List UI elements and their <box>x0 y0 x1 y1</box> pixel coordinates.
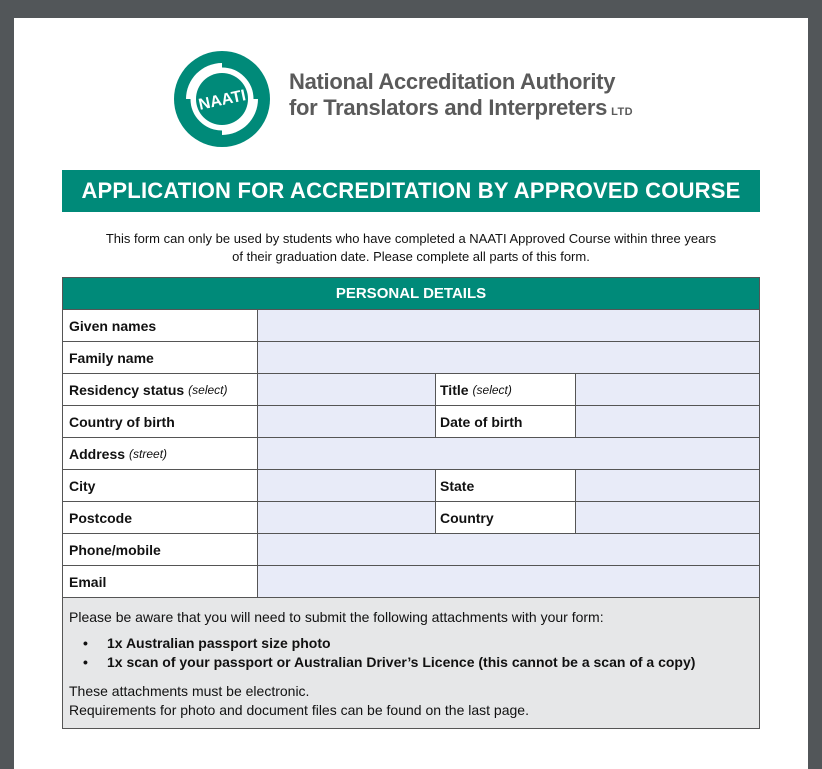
org-name-line2 <box>289 95 633 121</box>
title-label-text: Title <box>440 381 469 398</box>
address-hint: (street) <box>129 446 168 461</box>
list-item <box>83 653 753 672</box>
address-label-text: Address <box>69 445 126 462</box>
section-heading: PERSONAL DETAILS <box>63 278 759 310</box>
country-of-birth-field[interactable] <box>258 406 436 437</box>
address-field[interactable] <box>258 438 759 469</box>
phone-field[interactable] <box>258 534 759 565</box>
country-label: Country <box>436 502 576 533</box>
row-family-name <box>63 342 759 374</box>
family-name-field[interactable] <box>258 342 759 373</box>
row-address <box>63 438 759 470</box>
org-suffix: LTD <box>611 106 634 118</box>
email-label: Email <box>63 566 258 597</box>
city-label: City <box>63 470 258 501</box>
logo-text: NAATI <box>197 87 248 114</box>
row-postcode-country <box>63 502 759 534</box>
row-given-names <box>63 310 759 342</box>
state-field[interactable] <box>576 470 759 501</box>
naati-logo <box>172 49 272 149</box>
org-name-line2-text: for Translators and Interpreters <box>289 95 608 120</box>
notice-line2: Requirements for photo and document files can be found on the last page. <box>69 702 529 718</box>
row-residency-title <box>63 374 759 406</box>
country-of-birth-label: Country of birth <box>63 406 258 437</box>
residency-hint: (select) <box>188 382 228 397</box>
intro-line1: This form can only be used by students who have completed a NAATI Approved Course within three years <box>105 231 717 246</box>
postcode-field[interactable] <box>258 502 436 533</box>
phone-label: Phone/mobile <box>63 534 258 565</box>
attachment-photo: 1x Australian passport size photo <box>107 635 331 651</box>
org-name-line1: National Accreditation Authority <box>289 69 616 94</box>
row-email <box>63 566 759 598</box>
title-select[interactable] <box>576 374 759 405</box>
intro-line2: of their graduation date. Please complete all parts of this form. <box>232 249 590 264</box>
attachment-id-scan: 1x scan of your passport or Australian Driver’s Licence (this cannot be a scan of a copy) <box>107 654 696 670</box>
family-name-label: Family name <box>63 342 258 373</box>
city-field[interactable] <box>258 470 436 501</box>
bullet-icon: • <box>83 635 88 651</box>
list-item <box>83 634 753 653</box>
given-names-label: Given names <box>63 310 258 341</box>
notice-line1: These attachments must be electronic. <box>69 683 310 699</box>
country-field[interactable] <box>576 502 759 533</box>
attachments-notice <box>63 598 759 728</box>
title-label <box>436 374 576 405</box>
title-hint: (select) <box>472 382 512 397</box>
intro-text <box>62 230 760 266</box>
address-label <box>63 438 258 469</box>
residency-label <box>63 374 258 405</box>
notice-intro: Please be aware that you will need to submit the following attachments with your form: <box>69 609 604 625</box>
attachments-list <box>83 634 753 672</box>
form-title: APPLICATION FOR ACCREDITATION BY APPROVED COURSE <box>62 170 760 212</box>
date-of-birth-label: Date of birth <box>436 406 576 437</box>
residency-label-text: Residency status <box>69 381 185 398</box>
row-phone <box>63 534 759 566</box>
postcode-label: Postcode <box>63 502 258 533</box>
letterhead <box>172 49 672 149</box>
bullet-icon: • <box>83 654 88 670</box>
row-birth <box>63 406 759 438</box>
given-names-field[interactable] <box>258 310 759 341</box>
document-page <box>14 18 808 769</box>
personal-details-form <box>62 277 760 729</box>
residency-select[interactable] <box>258 374 436 405</box>
state-label: State <box>436 470 576 501</box>
date-of-birth-field[interactable] <box>576 406 759 437</box>
row-city-state <box>63 470 759 502</box>
email-field[interactable] <box>258 566 759 597</box>
